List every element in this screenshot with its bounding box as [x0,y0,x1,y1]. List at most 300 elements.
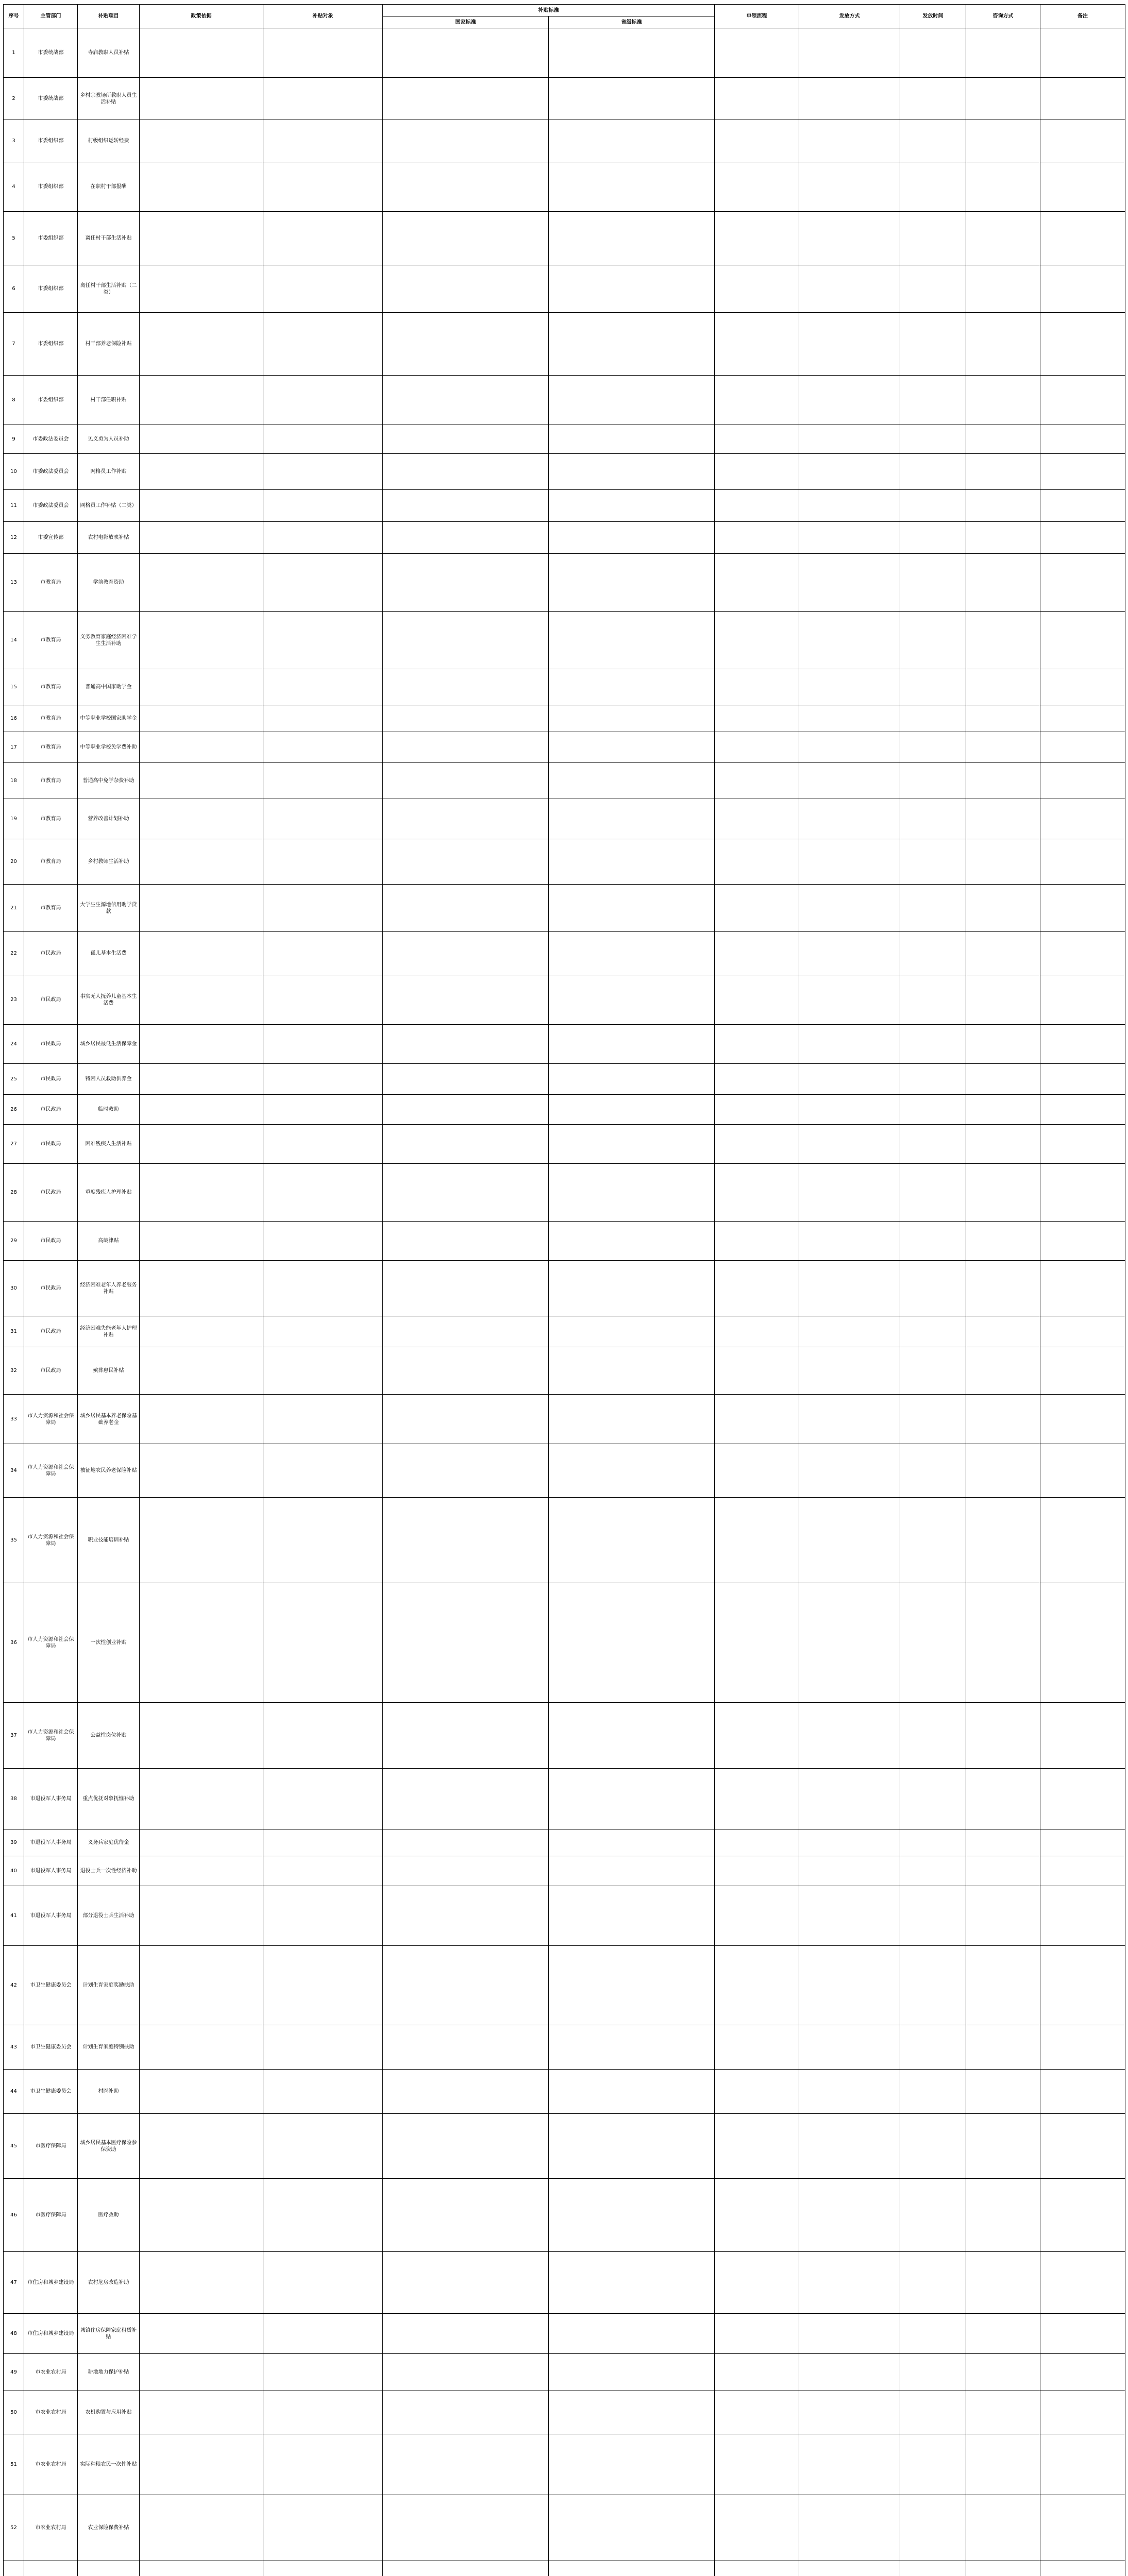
procedure-cell [715,454,799,490]
basis-cell [140,1222,263,1261]
basis-cell [140,1886,263,1946]
table-row [4,1395,1125,1444]
method-cell [799,1444,900,1498]
std-city-cell [549,763,715,799]
seq-cell: 39 [4,1829,24,1856]
time-cell [900,612,966,669]
std-national-cell [383,1946,549,2025]
seq-cell: 22 [4,932,24,975]
note-cell [1040,1261,1125,1316]
contact-cell [966,2252,1040,2314]
seq-cell: 7 [4,313,24,376]
table-row [4,1946,1125,2025]
basis-cell [140,425,263,454]
note-cell [1040,212,1125,265]
item-cell: 职业技能培训补贴 [78,1498,140,1583]
std-national-cell [383,2179,549,2252]
item-cell: 农业保险保费补贴 [78,2495,140,2561]
seq-cell: 10 [4,454,24,490]
std-city-cell [549,1829,715,1856]
dept-cell: 市教育局 [24,669,78,705]
target-cell [263,554,383,612]
std-national-cell [383,763,549,799]
seq-cell: 43 [4,2025,24,2070]
note-cell [1040,2179,1125,2252]
basis-cell [140,120,263,162]
time-cell [900,1829,966,1856]
time-cell [900,78,966,120]
std-city-cell [549,1025,715,1064]
std-city-cell [549,2314,715,2354]
std-national-cell [383,2495,549,2561]
time-cell [900,2434,966,2495]
target-cell [263,932,383,975]
procedure-cell [715,839,799,885]
note-cell [1040,28,1125,78]
basis-cell [140,1769,263,1829]
basis-cell [140,2354,263,2391]
dept-cell: 市民政局 [24,1164,78,1222]
target-cell [263,612,383,669]
std-national-cell [383,425,549,454]
procedure-cell [715,763,799,799]
method-cell [799,1164,900,1222]
std-city-cell [549,2561,715,2576]
note-cell [1040,839,1125,885]
method-cell [799,732,900,763]
item-cell: 医疗救助 [78,2179,140,2252]
dept-cell: 市教育局 [24,705,78,732]
contact-cell [966,763,1040,799]
std-city-cell [549,2434,715,2495]
item-cell: 高龄津贴 [78,1222,140,1261]
method-cell [799,162,900,212]
seq-cell: 27 [4,1125,24,1164]
basis-cell [140,2561,263,2576]
note-cell [1040,2561,1125,2576]
dept-cell: 市委统战部 [24,78,78,120]
header-time: 发放时间 [900,5,966,28]
basis-cell [140,454,263,490]
table-row [4,78,1125,120]
method-cell [799,265,900,313]
dept-cell: 市退役军人事务局 [24,1829,78,1856]
table-row [4,1769,1125,1829]
basis-cell [140,1583,263,1703]
basis-cell [140,1064,263,1095]
note-cell [1040,1444,1125,1498]
note-cell [1040,1164,1125,1222]
method-cell [799,2354,900,2391]
time-cell [900,1886,966,1946]
table-row [4,2495,1125,2561]
time-cell [900,490,966,522]
dept-cell: 市委政法委员会 [24,425,78,454]
target-cell [263,1946,383,2025]
contact-cell [966,2070,1040,2114]
std-city-cell [549,454,715,490]
table-row [4,1316,1125,1347]
procedure-cell [715,2391,799,2434]
seq-cell: 18 [4,763,24,799]
procedure-cell [715,554,799,612]
contact-cell [966,1946,1040,2025]
basis-cell [140,2025,263,2070]
contact-cell [966,1347,1040,1395]
table-row [4,1583,1125,1703]
note-cell [1040,1095,1125,1125]
std-national-cell [383,885,549,932]
dept-cell: 市退役军人事务局 [24,1886,78,1946]
dept-cell [24,2561,78,2576]
note-cell [1040,932,1125,975]
std-national-cell [383,1125,549,1164]
target-cell [263,425,383,454]
table-row [4,554,1125,612]
std-city-cell [549,799,715,839]
dept-cell: 市人力资源和社会保障局 [24,1583,78,1703]
target-cell [263,705,383,732]
time-cell [900,1946,966,2025]
contact-cell [966,612,1040,669]
target-cell [263,490,383,522]
method-cell [799,839,900,885]
table-row [4,975,1125,1025]
item-cell: 公益性岗位补贴 [78,1703,140,1769]
seq-cell: 20 [4,839,24,885]
seq-cell: 37 [4,1703,24,1769]
table-row [4,612,1125,669]
contact-cell [966,799,1040,839]
target-cell [263,1886,383,1946]
std-national-cell [383,2434,549,2495]
note-cell [1040,376,1125,425]
std-national-cell [383,612,549,669]
contact-cell [966,1395,1040,1444]
item-cell: 临时救助 [78,1095,140,1125]
header-method: 发放方式 [799,5,900,28]
contact-cell [966,1064,1040,1095]
std-national-cell [383,78,549,120]
item-cell: 困难残疾人生活补贴 [78,1125,140,1164]
seq-cell: 15 [4,669,24,705]
basis-cell [140,2179,263,2252]
procedure-cell [715,1395,799,1444]
dept-cell: 市民政局 [24,1347,78,1395]
std-national-cell [383,265,549,313]
contact-cell [966,2354,1040,2391]
std-national-cell [383,554,549,612]
item-cell: 离任村干部生活补贴（二类） [78,265,140,313]
basis-cell [140,1261,263,1316]
target-cell [263,975,383,1025]
contact-cell [966,265,1040,313]
target-cell [263,1703,383,1769]
table-row [4,265,1125,313]
method-cell [799,1769,900,1829]
method-cell [799,313,900,376]
header-seq: 序号 [4,5,24,28]
table-row [4,522,1125,554]
basis-cell [140,28,263,78]
time-cell [900,1703,966,1769]
dept-cell: 市农业农村局 [24,2391,78,2434]
time-cell [900,1769,966,1829]
seq-cell: 41 [4,1886,24,1946]
std-city-cell [549,1095,715,1125]
dept-cell: 市农业农村局 [24,2495,78,2561]
time-cell [900,1444,966,1498]
time-cell [900,1395,966,1444]
item-cell: 在职村干部报酬 [78,162,140,212]
target-cell [263,839,383,885]
item-cell: 城乡居民基本医疗保险参保资助 [78,2114,140,2179]
procedure-cell [715,2025,799,2070]
std-city-cell [549,705,715,732]
std-city-cell [549,612,715,669]
target-cell [263,799,383,839]
contact-cell [966,2314,1040,2354]
method-cell [799,705,900,732]
time-cell [900,554,966,612]
procedure-cell [715,612,799,669]
seq-cell: 19 [4,799,24,839]
basis-cell [140,1703,263,1769]
std-national-cell [383,1498,549,1583]
contact-cell [966,2561,1040,2576]
std-city-cell [549,1064,715,1095]
target-cell [263,2434,383,2495]
table-row [4,2391,1125,2434]
basis-cell [140,2114,263,2179]
contact-cell [966,1222,1040,1261]
time-cell [900,28,966,78]
method-cell [799,1222,900,1261]
procedure-cell [715,1316,799,1347]
dept-cell: 市农业农村局 [24,2434,78,2495]
time-cell [900,2114,966,2179]
dept-cell: 市人力资源和社会保障局 [24,1703,78,1769]
target-cell [263,2070,383,2114]
table-row [4,212,1125,265]
procedure-cell [715,490,799,522]
target-cell [263,1498,383,1583]
table-row [4,1095,1125,1125]
dept-cell: 市卫生健康委员会 [24,1946,78,2025]
target-cell [263,120,383,162]
header-procedure: 申领流程 [715,5,799,28]
note-cell [1040,705,1125,732]
note-cell [1040,669,1125,705]
note-cell [1040,120,1125,162]
method-cell [799,1856,900,1886]
time-cell [900,1498,966,1583]
dept-cell: 市委宣传部 [24,522,78,554]
dept-cell: 市民政局 [24,1261,78,1316]
basis-cell [140,2070,263,2114]
contact-cell [966,313,1040,376]
method-cell [799,975,900,1025]
target-cell [263,1583,383,1703]
seq-cell: 42 [4,1946,24,2025]
seq-cell: 48 [4,2314,24,2354]
basis-cell [140,1829,263,1856]
basis-cell [140,705,263,732]
procedure-cell [715,1347,799,1395]
item-cell: 大学生生源地信用助学贷款 [78,885,140,932]
std-city-cell [549,732,715,763]
table-row [4,28,1125,78]
note-cell [1040,1222,1125,1261]
std-national-cell [383,799,549,839]
dept-cell: 市人力资源和社会保障局 [24,1498,78,1583]
dept-cell: 市人力资源和社会保障局 [24,1395,78,1444]
basis-cell [140,839,263,885]
procedure-cell [715,1125,799,1164]
std-national-cell [383,313,549,376]
std-national-cell [383,1347,549,1395]
seq-cell: 35 [4,1498,24,1583]
header-std-national: 国家标准 [383,16,549,28]
dept-cell: 市民政局 [24,1125,78,1164]
table-row [4,1125,1125,1164]
method-cell [799,1261,900,1316]
seq-cell: 32 [4,1347,24,1395]
time-cell [900,1222,966,1261]
method-cell [799,669,900,705]
table-row [4,1829,1125,1856]
table-row [4,839,1125,885]
note-cell [1040,2025,1125,2070]
table-row [4,2025,1125,2070]
basis-cell [140,554,263,612]
basis-cell [140,1316,263,1347]
time-cell [900,763,966,799]
std-city-cell [549,975,715,1025]
seq-cell: 5 [4,212,24,265]
contact-cell [966,1025,1040,1064]
seq-cell: 3 [4,120,24,162]
time-cell [900,313,966,376]
method-cell [799,799,900,839]
contact-cell [966,1316,1040,1347]
procedure-cell [715,313,799,376]
std-city-cell [549,490,715,522]
basis-cell [140,799,263,839]
std-city-cell [549,1583,715,1703]
contact-cell [966,1164,1040,1222]
note-cell [1040,1025,1125,1064]
time-cell [900,732,966,763]
procedure-cell [715,732,799,763]
std-city-cell [549,265,715,313]
basis-cell [140,2434,263,2495]
contact-cell [966,1703,1040,1769]
target-cell [263,1095,383,1125]
target-cell [263,1347,383,1395]
item-cell: 重点优抚对象抚恤补助 [78,1769,140,1829]
time-cell [900,1125,966,1164]
std-national-cell [383,1886,549,1946]
note-cell [1040,1946,1125,2025]
time-cell [900,1316,966,1347]
note-cell [1040,612,1125,669]
target-cell [263,2025,383,2070]
note-cell [1040,1064,1125,1095]
procedure-cell [715,2434,799,2495]
std-national-cell [383,669,549,705]
method-cell [799,490,900,522]
std-city-cell [549,425,715,454]
table-row [4,885,1125,932]
method-cell [799,1946,900,2025]
basis-cell [140,2314,263,2354]
procedure-cell [715,669,799,705]
seq-cell: 14 [4,612,24,669]
note-cell [1040,554,1125,612]
seq-cell: 25 [4,1064,24,1095]
std-national-cell [383,1856,549,1886]
std-national-cell [383,2391,549,2434]
time-cell [900,975,966,1025]
std-national-cell [383,932,549,975]
std-national-cell [383,2114,549,2179]
contact-cell [966,932,1040,975]
table-row [4,1064,1125,1095]
table-row [4,1164,1125,1222]
table-row [4,120,1125,162]
method-cell [799,2314,900,2354]
std-city-cell [549,162,715,212]
table-row [4,1856,1125,1886]
procedure-cell [715,705,799,732]
seq-cell: 38 [4,1769,24,1829]
basis-cell [140,376,263,425]
procedure-cell [715,2179,799,2252]
std-national-cell [383,1316,549,1347]
std-city-cell [549,1856,715,1886]
note-cell [1040,1769,1125,1829]
item-cell: 村干部任职补贴 [78,376,140,425]
procedure-cell [715,1444,799,1498]
procedure-cell [715,1829,799,1856]
dept-cell: 市委组织部 [24,120,78,162]
procedure-cell [715,265,799,313]
header-item: 补贴项目 [78,5,140,28]
method-cell [799,1064,900,1095]
contact-cell [966,522,1040,554]
note-cell [1040,78,1125,120]
note-cell [1040,1856,1125,1886]
table-row [4,1703,1125,1769]
target-cell [263,2314,383,2354]
basis-cell [140,612,263,669]
basis-cell [140,1125,263,1164]
note-cell [1040,490,1125,522]
std-national-cell [383,705,549,732]
note-cell [1040,1498,1125,1583]
item-cell: 营养改善计划补助 [78,799,140,839]
dept-cell: 市人力资源和社会保障局 [24,1444,78,1498]
contact-cell [966,885,1040,932]
dept-cell: 市委组织部 [24,265,78,313]
dept-cell: 市民政局 [24,1095,78,1125]
note-cell [1040,1125,1125,1164]
target-cell [263,522,383,554]
header-std-city: 省级标准 [549,16,715,28]
seq-cell: 23 [4,975,24,1025]
method-cell [799,554,900,612]
